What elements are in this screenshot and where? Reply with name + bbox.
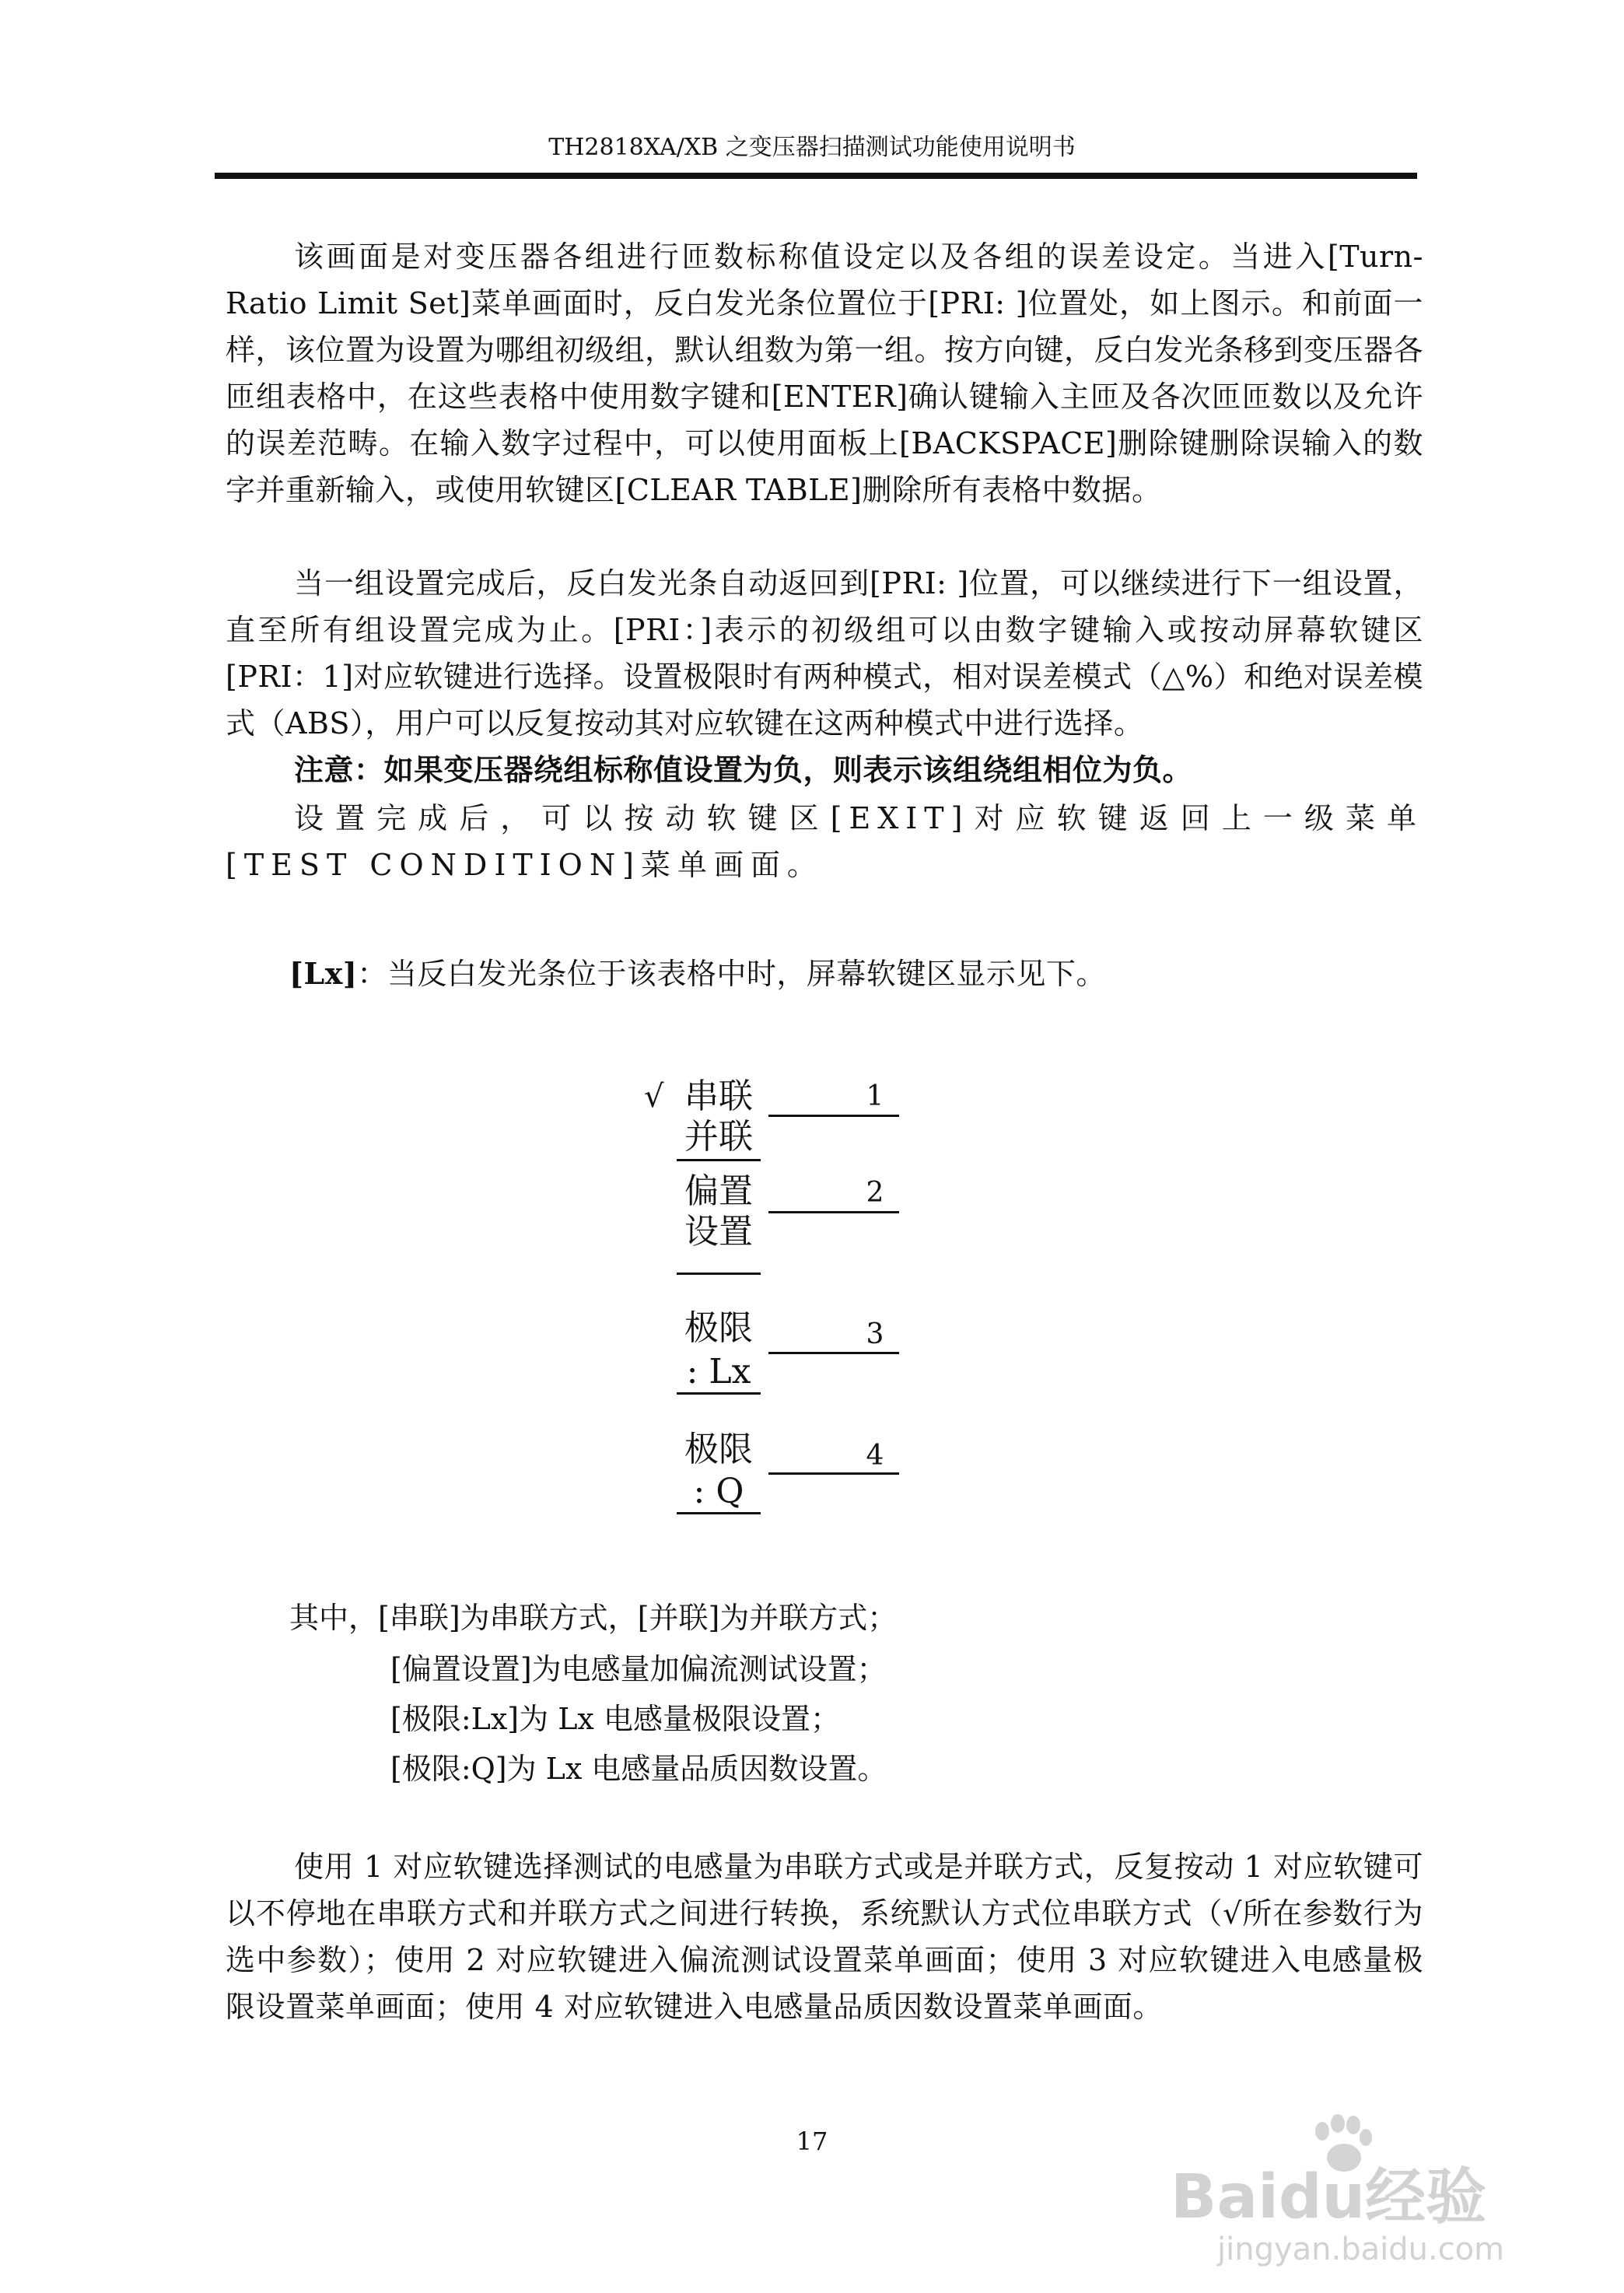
header-rule (215, 173, 1417, 179)
softkey-2-label-line1: 偏置 (684, 1171, 753, 1211)
softkey-4-line (768, 1472, 899, 1475)
softkey-3-label-line1: 极限 (684, 1308, 753, 1348)
explanation-bias: [偏置设置]为电感量加偏流测试设置； (390, 1652, 887, 1686)
softkey-4-rule (677, 1512, 761, 1514)
softkey-2-rule (677, 1273, 761, 1275)
page-header: TH2818XA/XB 之变压器扫描测试功能使用说明书 (548, 134, 1076, 161)
softkey-3-number: 3 (866, 1318, 884, 1350)
paragraph-limit-set: 该画面是对变压器各组进行匝数标称值设定以及各组的误差设定。当进入[Turn-Ratio Limit Set]菜单画面时，反白发光条位置位于[PRI: ]位置处，如上图示。和前面一样，该位置为设置为哪组初级组，默认组数为第一组。按方向键，反白发光条移到变压器各匝组表格中，在这些表格中使用数字键和[ENTER]确认键输入主匝及各次匝匝数以及允许的误差范畴。在输入数字过程中，可以使用面板上[BACKSPACE]删除键删除误输入的数字并重新输入，或使用软键区[CLEAR TABLE]删除所有表格中数据。 (226, 240, 1424, 507)
softkey-4-number: 4 (866, 1440, 884, 1472)
watermark-url: jingyan.baidu.com (1217, 2232, 1505, 2267)
paragraph-group-setting: 当一组设置完成后，反白发光条自动返回到[PRI: ]位置，可以继续进行下一组设置，直至所有组设置完成为止。[PRI：]表示的初级组可以由数字键输入或按动屏幕软键区[PRI：1]对应软键进行选择。设置极限时有两种模式，相对误差模式（△%）和绝对误差模式（ABS），用户可以反复按动其对应软键在这两种模式中进行选择。 (226, 566, 1423, 740)
softkey-2-number: 2 (866, 1177, 884, 1209)
softkey-3-line (768, 1352, 899, 1354)
explanation-series-parallel: 其中，[串联]为串联方式，[并联]为并联方式； (289, 1601, 898, 1635)
softkey-2-label-line2: 设置 (684, 1212, 753, 1252)
softkey-1-option-parallel: 并联 (684, 1117, 753, 1157)
baidu-watermark (1171, 2114, 1606, 2270)
softkey-1-number: 1 (866, 1080, 884, 1112)
paragraph-softkey-usage: 使用 1 对应软键选择测试的电感量为串联方式或是并联方式，反复按动 1 对应软键可以不停地在串联方式和并联方式之间进行转换，系统默认方式位串联方式（√所在参数行为选中参数）；使用 2 对应软键进入偏流测试设置菜单画面；使用 3 对应软键进入电感量极限设置菜单画面；使用 4 对应软键进入电感量品质因数设置菜单画面。 (226, 1850, 1423, 2024)
softkey-2-line (768, 1211, 899, 1213)
lx-label: [Lx] (289, 956, 358, 991)
explanation-limit-lx: [极限:Lx]为 Lx 电感量极限设置； (390, 1702, 840, 1736)
watermark-brand: Baidu经验 (1171, 2162, 1487, 2232)
paragraph-exit: 设置完成后，可以按动软键区[EXIT]对应软键返回上一级菜单[TEST CONDITION]菜单画面。 (226, 801, 1423, 882)
softkey-1-option-series: 串联 (684, 1076, 753, 1116)
explanation-limit-q: [极限:Q]为 Lx 电感量品质因数设置。 (390, 1752, 887, 1786)
softkey-1-rule (677, 1159, 761, 1161)
note-paragraph: 注意：如果变压器绕组标称值设置为负，则表示该组绕组相位为负。 (294, 752, 1193, 787)
softkey-1-line (768, 1115, 899, 1117)
softkey-3-rule (677, 1392, 761, 1395)
lx-intro (289, 950, 1425, 997)
page-number: 17 (796, 2127, 828, 2156)
softkey-3-label-line2: : Lx (686, 1352, 751, 1392)
lx-text: ：当反白发光条位于该表格中时，屏幕软键区显示见下。 (357, 957, 1106, 991)
check-mark-icon: √ (644, 1079, 664, 1115)
softkey-4-label-line2: : Q (693, 1472, 744, 1511)
softkey-4-label-line1: 极限 (684, 1430, 753, 1469)
